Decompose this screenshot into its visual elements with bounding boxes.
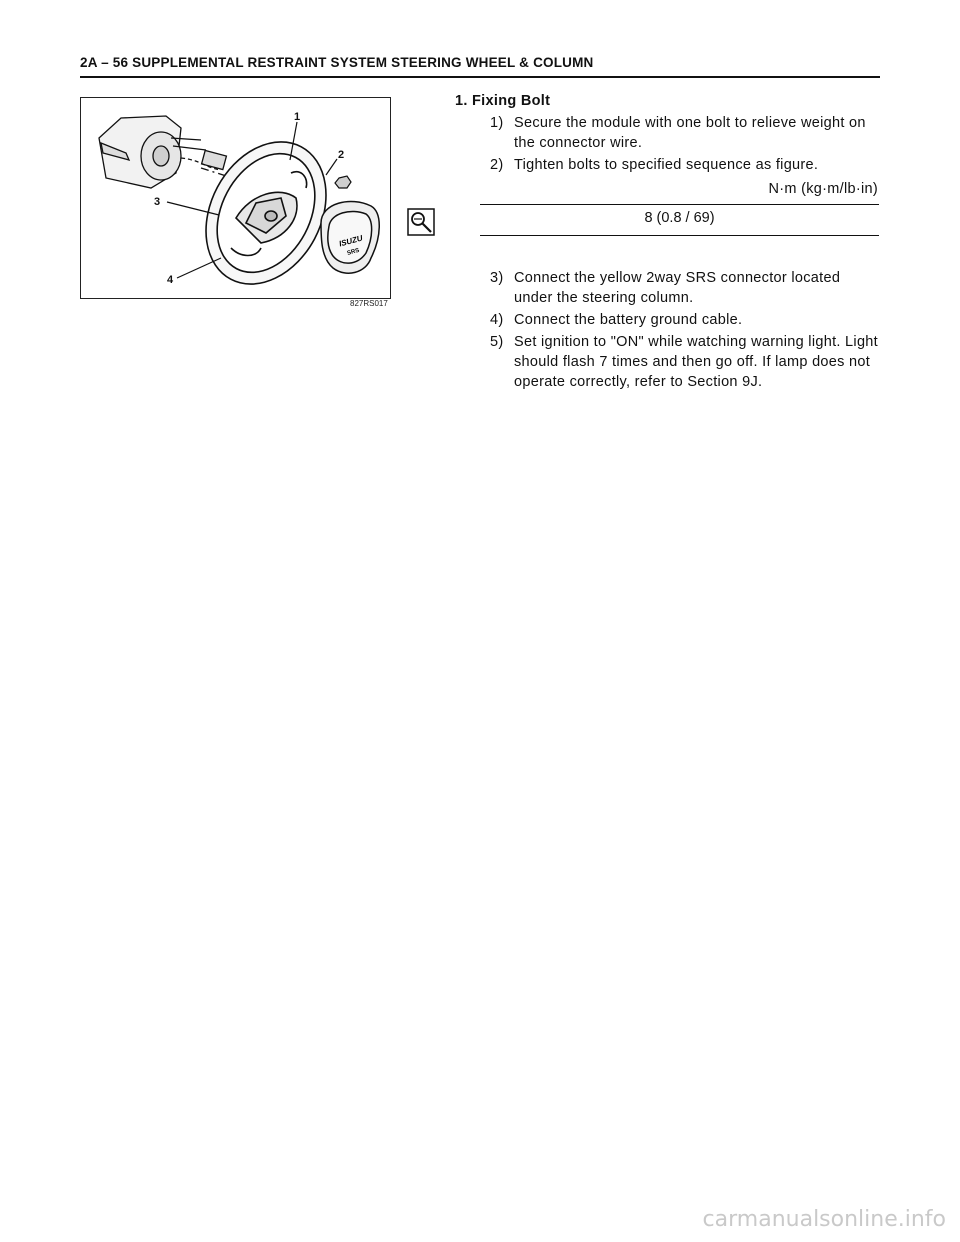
step-text: Connect the yellow 2way SRS connector located under the steering column. <box>514 270 841 306</box>
step-item <box>455 332 880 392</box>
callout-4: 4 <box>167 274 174 286</box>
steering-wheel-figure <box>80 97 391 299</box>
step-item <box>455 268 880 308</box>
step-text: Connect the battery ground cable. <box>514 312 743 328</box>
procedure-continued <box>455 268 880 394</box>
step-number: 1) <box>490 115 504 131</box>
steering-wheel-illustration <box>81 98 390 298</box>
step-number: 5) <box>490 334 504 350</box>
page-header <box>80 54 880 78</box>
torque-table <box>480 204 879 236</box>
step-text: Set ignition to "ON" while watching warning light. Light should flash 7 times and then go off. If lamp does not operate correctly, refer to Section 9J. <box>514 334 878 390</box>
callout-2: 2 <box>338 149 345 161</box>
step-number: 4) <box>490 312 504 328</box>
step-item <box>455 155 880 175</box>
magnifier-inspect-icon <box>407 208 435 236</box>
step-item <box>455 310 880 330</box>
step-text: Secure the module with one bolt to relieve weight on the connector wire. <box>514 115 866 151</box>
step-number: 2) <box>490 157 504 173</box>
srs-emblem-text: SRS <box>346 247 361 257</box>
figure-code: 827RS017 <box>350 299 388 308</box>
step-text: Tighten bolts to specified sequence as figure. <box>514 157 819 173</box>
procedure-section <box>455 91 880 199</box>
step-item <box>455 113 880 153</box>
page-title: 2A – 56 SUPPLEMENTAL RESTRAINT SYSTEM STEERING WHEEL & COLUMN <box>80 55 594 70</box>
callout-3: 3 <box>154 196 161 208</box>
callout-1: 1 <box>294 111 301 123</box>
step-number: 3) <box>490 270 504 286</box>
torque-value: 8 (0.8 / 69) <box>644 210 715 226</box>
torque-unit: N·m (kg·m/lb·in) <box>768 181 878 197</box>
watermark: carmanualsonline.info <box>702 1207 946 1232</box>
section-title: 1. Fixing Bolt <box>455 93 551 109</box>
isuzu-emblem-text: ISUZU <box>338 233 364 249</box>
